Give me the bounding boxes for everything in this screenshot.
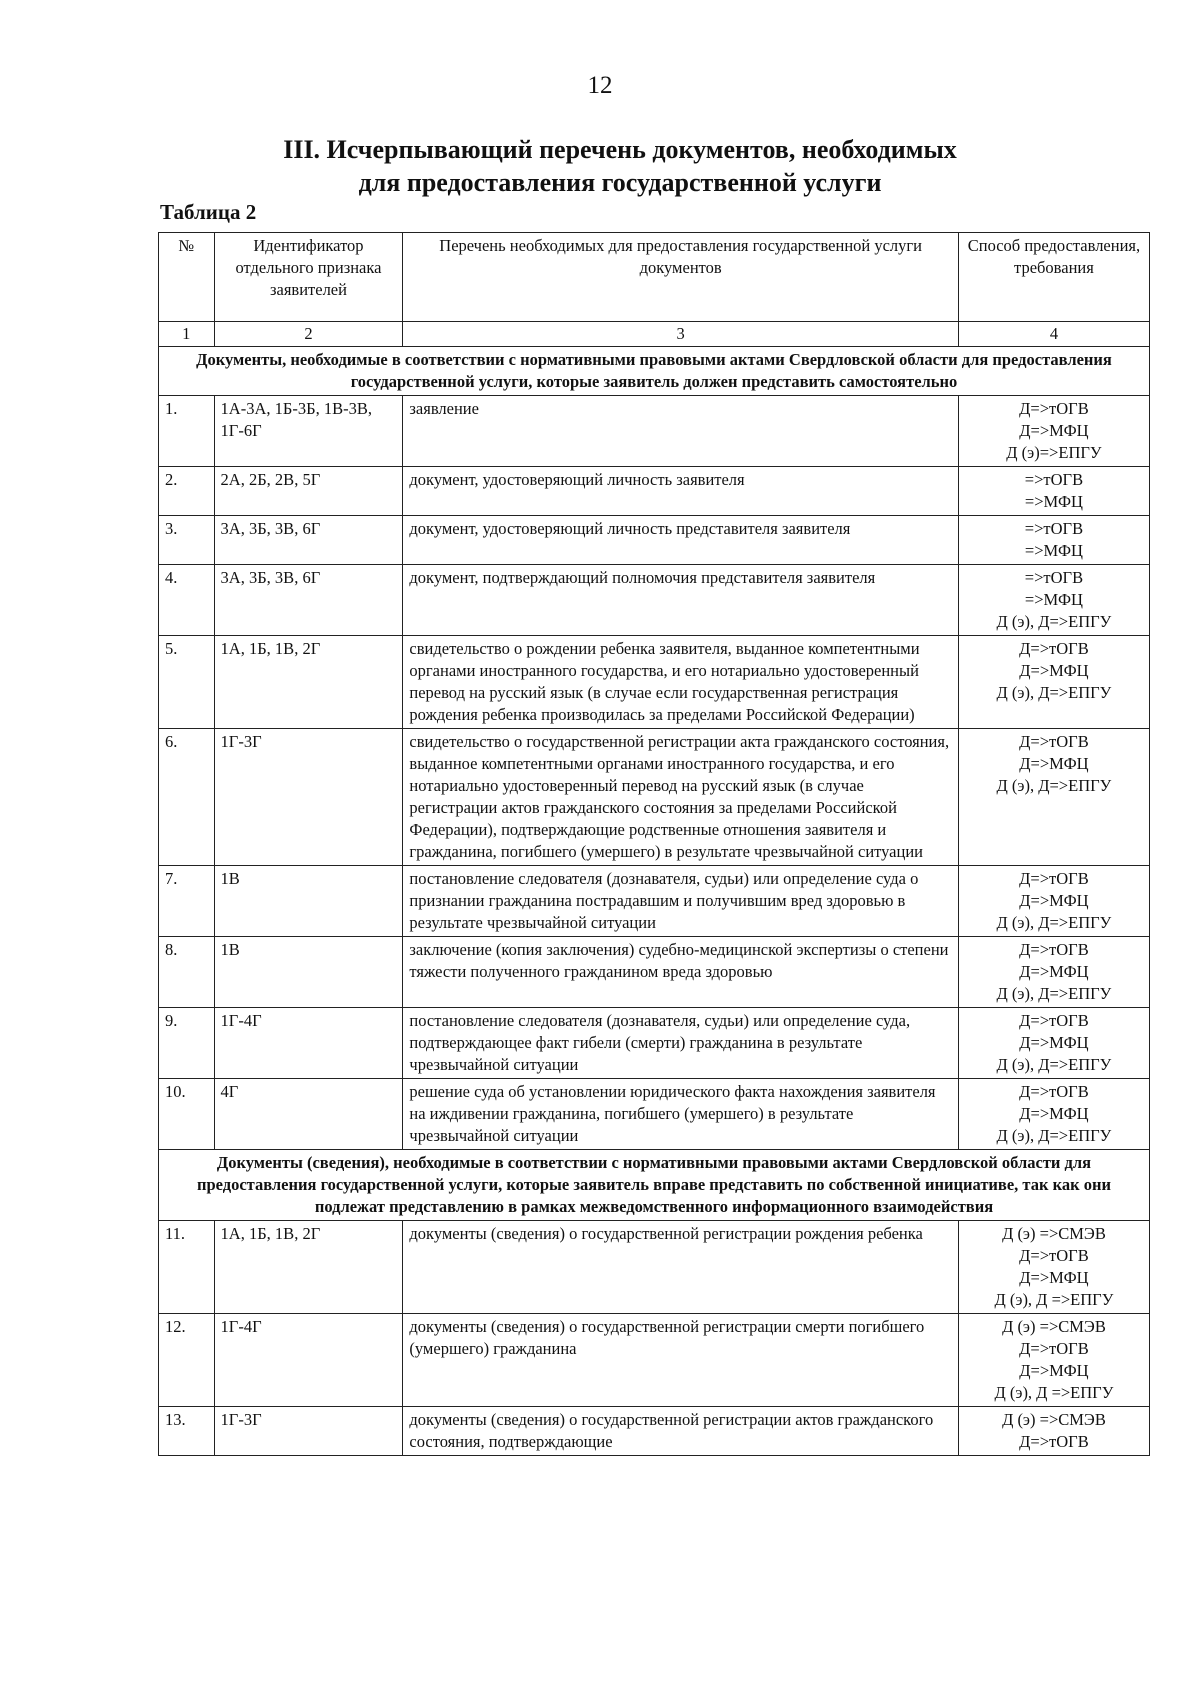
section-row xyxy=(159,347,1150,396)
page-number: 12 xyxy=(587,72,613,99)
section-title-line-1: III. Исчерпывающий перечень документов, необходимых xyxy=(283,135,957,164)
row-number-cell: 8. xyxy=(159,937,215,1008)
method-line: Д=>тОГВ xyxy=(1019,1011,1089,1030)
method-line: Д (э) =>СМЭВ xyxy=(1002,1317,1106,1336)
method-line: Д (э), Д=>ЕПГУ xyxy=(996,984,1112,1003)
documents-table xyxy=(158,232,1150,1456)
identifier-cell: 4Г xyxy=(214,1079,403,1150)
method-line: =>тОГВ xyxy=(1024,470,1084,489)
document-cell: документы (сведения) о государственной регистрации смерти погибшего (умершего) гражданина xyxy=(403,1314,958,1407)
method-line: Д=>МФЦ xyxy=(1019,1361,1089,1380)
document-cell: документ, подтверждающий полномочия представителя заявителя xyxy=(403,565,958,636)
method-line: Д (э)=>ЕПГУ xyxy=(1006,443,1102,462)
method-cell xyxy=(958,1314,1149,1407)
method-line: =>МФЦ xyxy=(1024,541,1083,560)
identifier-cell: 1Г-4Г xyxy=(214,1008,403,1079)
method-line: Д (э), Д=>ЕПГУ xyxy=(996,683,1112,702)
column-number: 4 xyxy=(958,322,1149,347)
identifier-cell: 1Г-3Г xyxy=(214,1407,403,1456)
table-row xyxy=(159,729,1150,866)
method-cell xyxy=(958,565,1149,636)
method-cell xyxy=(958,396,1149,467)
table-header-row xyxy=(159,233,1150,322)
identifier-cell: 1А-3А, 1Б-3Б, 1В-3В, 1Г-6Г xyxy=(214,396,403,467)
header-number: № xyxy=(159,233,215,322)
method-cell xyxy=(958,866,1149,937)
method-cell xyxy=(958,1221,1149,1314)
method-line: Д=>МФЦ xyxy=(1019,891,1089,910)
header-identifier: Идентификатор отдельного признака заявителей xyxy=(214,233,403,322)
row-number-cell: 1. xyxy=(159,396,215,467)
method-cell xyxy=(958,1407,1149,1456)
method-line: =>МФЦ xyxy=(1024,492,1083,511)
row-number-cell: 5. xyxy=(159,636,215,729)
section-title xyxy=(160,133,1080,199)
identifier-cell: 1В xyxy=(214,937,403,1008)
method-line: Д (э), Д=>ЕПГУ xyxy=(996,913,1112,932)
identifier-cell: 1В xyxy=(214,866,403,937)
method-line: Д=>тОГВ xyxy=(1019,399,1089,418)
document-cell: заключение (копия заключения) судебно-медицинской экспертизы о степени тяжести полученного гражданином вреда здоровью xyxy=(403,937,958,1008)
column-number: 2 xyxy=(214,322,403,347)
method-cell xyxy=(958,467,1149,516)
method-line: Д=>МФЦ xyxy=(1019,1104,1089,1123)
method-line: Д (э), Д=>ЕПГУ xyxy=(996,1055,1112,1074)
method-line: Д (э) =>СМЭВ xyxy=(1002,1224,1106,1243)
row-number-cell: 12. xyxy=(159,1314,215,1407)
identifier-cell: 1Г-3Г xyxy=(214,729,403,866)
table-row xyxy=(159,1079,1150,1150)
section-heading-1: Документы, необходимые в соответствии с нормативными правовыми актами Свердловской области для предоставления государственной услуги, которые заявитель должен представить самостоятельно xyxy=(159,347,1150,396)
method-line: Д (э), Д=>ЕПГУ xyxy=(996,612,1112,631)
header-documents: Перечень необходимых для предоставления государственной услуги документов xyxy=(403,233,958,322)
method-line: Д=>МФЦ xyxy=(1019,1033,1089,1052)
document-cell: решение суда об установлении юридического факта нахождения заявителя на иждивении гражданина, погибшего (умершего) в результате чрезвычайной ситуации xyxy=(403,1079,958,1150)
method-line: Д (э) =>СМЭВ xyxy=(1002,1410,1106,1429)
table-row xyxy=(159,1314,1150,1407)
method-line: Д=>тОГВ xyxy=(1019,940,1089,959)
row-number-cell: 7. xyxy=(159,866,215,937)
document-cell: заявление xyxy=(403,396,958,467)
table-row xyxy=(159,1221,1150,1314)
identifier-cell: 1А, 1Б, 1В, 2Г xyxy=(214,636,403,729)
document-cell: постановление следователя (дознавателя, судьи) или определение суда о признании гражданина пострадавшим и получившим вред здоровью в результате чрезвычайной ситуации xyxy=(403,866,958,937)
method-cell xyxy=(958,1079,1149,1150)
section-row xyxy=(159,1150,1150,1221)
row-number-cell: 10. xyxy=(159,1079,215,1150)
method-line: Д=>тОГВ xyxy=(1019,639,1089,658)
document-cell: свидетельство о рождении ребенка заявителя, выданное компетентными органами иностранного государства, и его нотариально удостоверенный перевод на русский язык (в случае если государственная регистрация рождения ребенка производилась за пределами Российской Федерации) xyxy=(403,636,958,729)
method-cell xyxy=(958,937,1149,1008)
table-caption: Таблица 2 xyxy=(160,200,257,224)
method-cell xyxy=(958,516,1149,565)
document-cell: документы (сведения) о государственной регистрации рождения ребенка xyxy=(403,1221,958,1314)
method-line: Д (э), Д=>ЕПГУ xyxy=(996,776,1112,795)
method-line: Д=>МФЦ xyxy=(1019,421,1089,440)
identifier-cell: 2А, 2Б, 2В, 5Г xyxy=(214,467,403,516)
method-cell xyxy=(958,729,1149,866)
table-row xyxy=(159,937,1150,1008)
table-row xyxy=(159,467,1150,516)
method-line: Д=>тОГВ xyxy=(1019,1246,1089,1265)
method-line: =>тОГВ xyxy=(1024,568,1084,587)
table-row xyxy=(159,1407,1150,1456)
identifier-cell: 3А, 3Б, 3В, 6Г xyxy=(214,565,403,636)
row-number-cell: 4. xyxy=(159,565,215,636)
identifier-cell: 1Г-4Г xyxy=(214,1314,403,1407)
method-line: =>тОГВ xyxy=(1024,519,1084,538)
method-cell xyxy=(958,636,1149,729)
method-line: Д=>тОГВ xyxy=(1019,869,1089,888)
table-row xyxy=(159,1008,1150,1079)
row-number-cell: 6. xyxy=(159,729,215,866)
identifier-cell: 1А, 1Б, 1В, 2Г xyxy=(214,1221,403,1314)
method-line: Д=>МФЦ xyxy=(1019,754,1089,773)
table-row xyxy=(159,565,1150,636)
method-line: Д=>МФЦ xyxy=(1019,1268,1089,1287)
table-row xyxy=(159,866,1150,937)
table-row xyxy=(159,516,1150,565)
column-number: 3 xyxy=(403,322,958,347)
row-number-cell: 3. xyxy=(159,516,215,565)
document-cell: свидетельство о государственной регистрации акта гражданского состояния, выданное компетентными органами иностранного государства, и его нотариально удостоверенный перевод на русский язык (в случае регистрации актов гражданского состояния за пределами Российской Федерации), подтверждающие родственные отношения заявителя и гражданина, погибшего (умершего) в результате чрезвычайной ситуации xyxy=(403,729,958,866)
documents-table-body xyxy=(159,233,1150,1456)
table-row xyxy=(159,636,1150,729)
method-line: Д=>тОГВ xyxy=(1019,732,1089,751)
document-cell: документы (сведения) о государственной регистрации актов гражданского состояния, подтверждающие xyxy=(403,1407,958,1456)
method-line: Д=>МФЦ xyxy=(1019,661,1089,680)
document-cell: документ, удостоверяющий личность представителя заявителя xyxy=(403,516,958,565)
method-line: Д (э), Д =>ЕПГУ xyxy=(994,1383,1114,1402)
column-number: 1 xyxy=(159,322,215,347)
row-number-cell: 13. xyxy=(159,1407,215,1456)
row-number-cell: 2. xyxy=(159,467,215,516)
method-line: Д (э), Д =>ЕПГУ xyxy=(994,1290,1114,1309)
method-cell xyxy=(958,1008,1149,1079)
document-cell: документ, удостоверяющий личность заявителя xyxy=(403,467,958,516)
header-method: Способ предоставления, требования xyxy=(958,233,1149,322)
identifier-cell: 3А, 3Б, 3В, 6Г xyxy=(214,516,403,565)
method-line: =>МФЦ xyxy=(1024,590,1083,609)
section-heading-2: Документы (сведения), необходимые в соответствии с нормативными правовыми актами Свердловской области для предоставления государственной услуги, которые заявитель вправе представить по собственной инициативе, так как они подлежат представлению в рамках межведомственного информационного взаимодействия xyxy=(159,1150,1150,1221)
table-row xyxy=(159,396,1150,467)
row-number-cell: 11. xyxy=(159,1221,215,1314)
document-cell: постановление следователя (дознавателя, судьи) или определение суда, подтверждающее факт гибели (смерти) гражданина в результате чрезвычайной ситуации xyxy=(403,1008,958,1079)
method-line: Д=>тОГВ xyxy=(1019,1432,1089,1451)
column-number-row xyxy=(159,322,1150,347)
section-title-line-2: для предоставления государственной услуги xyxy=(358,168,882,197)
method-line: Д=>тОГВ xyxy=(1019,1082,1089,1101)
method-line: Д=>тОГВ xyxy=(1019,1339,1089,1358)
row-number-cell: 9. xyxy=(159,1008,215,1079)
method-line: Д=>МФЦ xyxy=(1019,962,1089,981)
method-line: Д (э), Д=>ЕПГУ xyxy=(996,1126,1112,1145)
